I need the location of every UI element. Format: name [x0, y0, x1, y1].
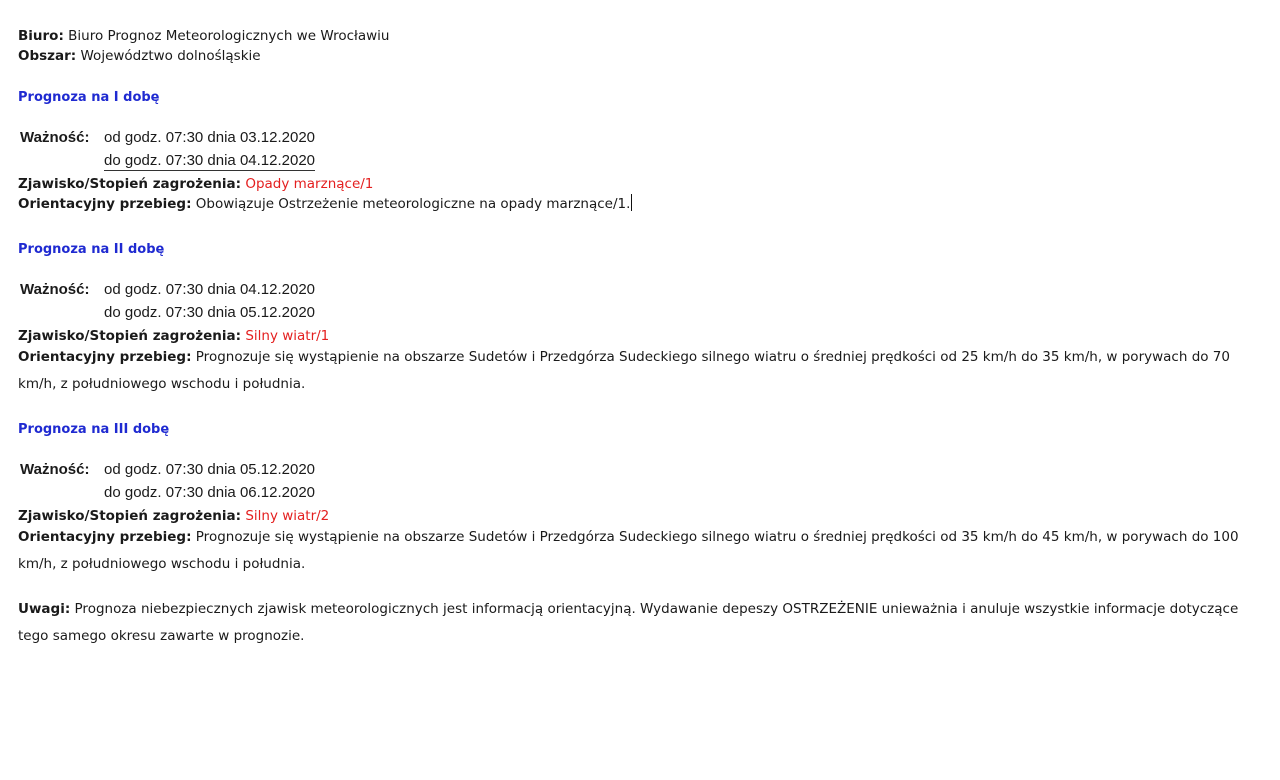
validity-to: do godz. 07:30 dnia 06.12.2020 — [104, 484, 316, 501]
phenomenon-label: Zjawisko/Stopień zagrożenia: — [18, 508, 242, 524]
validity-label: Ważność: — [20, 129, 90, 146]
forecast-day2-header: Prognoza na II dobę — [18, 242, 165, 257]
course-value: Obowiązuje Ostrzeżenie meteorologiczne na opady marznące/1. — [195, 196, 631, 212]
course-label: Orientacyjny przebieg: — [18, 196, 192, 212]
forecast-document — [18, 26, 1268, 650]
phenomenon-label: Zjawisko/Stopień zagrożenia: — [18, 176, 242, 192]
forecast-day3-header: Prognoza na III dobę — [18, 422, 170, 437]
forecast-day2-validity — [18, 278, 1268, 324]
forecast-day1-header: Prognoza na I dobę — [18, 90, 160, 105]
area-line — [18, 46, 1268, 66]
validity-from: od godz. 07:30 dnia 03.12.2020 — [104, 129, 316, 146]
text-cursor — [631, 194, 632, 211]
notes-value: Prognoza niebezpiecznych zjawisk meteorologicznych jest informacją orientacyjną. Wydawanie depeszy OSTRZEŻENIE unieważnia i anuluje wszystkie informacje dotyczące tego samego okresu zawarte w prognozie. — [18, 601, 1239, 644]
forecast-day2-phenomenon — [18, 326, 1268, 346]
course-label: Orientacyjny przebieg: — [18, 529, 192, 545]
area-value: Województwo dolnośląskie — [80, 48, 261, 64]
validity-label: Ważność: — [20, 461, 90, 478]
validity-to: do godz. 07:30 dnia 04.12.2020 — [104, 152, 316, 169]
notes-label: Uwagi: — [18, 601, 71, 617]
validity-from: od godz. 07:30 dnia 05.12.2020 — [104, 461, 316, 478]
course-label: Orientacyjny przebieg: — [18, 349, 192, 365]
forecast-day1-course — [18, 194, 1268, 214]
forecast-day3-course — [18, 524, 1268, 578]
office-line — [18, 26, 1268, 46]
area-label: Obszar: — [18, 48, 77, 64]
forecast-day3-phenomenon — [18, 506, 1268, 526]
forecast-day3-validity — [18, 458, 1268, 504]
forecast-day1-validity — [18, 126, 1268, 172]
course-value: Prognozuje się wystąpienie na obszarze Sudetów i Przedgórza Sudeckiego silnego wiatru o średniej prędkości od 35 km/h do 45 km/h, w porywach do 100 km/h, z południowego wschodu i południa. — [18, 529, 1239, 572]
forecast-day1-phenomenon — [18, 174, 1268, 194]
validity-from: od godz. 07:30 dnia 04.12.2020 — [104, 281, 316, 298]
forecast-day2-course — [18, 344, 1268, 398]
office-value: Biuro Prognoz Meteorologicznych we Wrocławiu — [68, 28, 390, 44]
validity-label: Ważność: — [20, 281, 90, 298]
phenomenon-value: Silny wiatr/2 — [245, 508, 330, 524]
phenomenon-label: Zjawisko/Stopień zagrożenia: — [18, 328, 242, 344]
notes — [18, 596, 1268, 650]
course-value: Prognozuje się wystąpienie na obszarze Sudetów i Przedgórza Sudeckiego silnego wiatru o średniej prędkości od 25 km/h do 35 km/h, w porywach do 70 km/h, z południowego wschodu i południa. — [18, 349, 1230, 392]
office-label: Biuro: — [18, 28, 64, 44]
phenomenon-value: Opady marznące/1 — [245, 176, 374, 192]
validity-to: do godz. 07:30 dnia 05.12.2020 — [104, 304, 316, 321]
phenomenon-value: Silny wiatr/1 — [245, 328, 330, 344]
